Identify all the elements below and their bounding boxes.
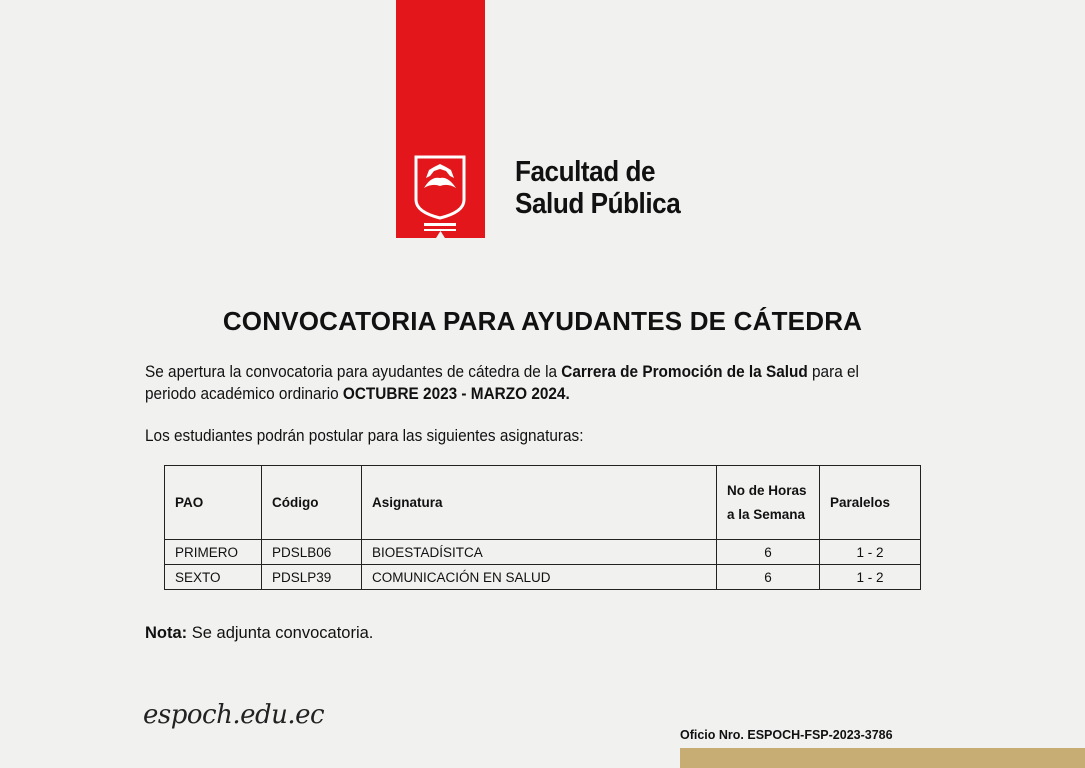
cell-pao: SEXTO bbox=[165, 565, 262, 590]
cell-horas: 6 bbox=[717, 565, 820, 590]
oficio-number: Oficio Nro. ESPOCH-FSP-2023-3786 bbox=[680, 728, 893, 742]
logo-banner bbox=[396, 0, 485, 238]
intro-text: Se apertura la convocatoria para ayudantes de cátedra de la bbox=[145, 363, 562, 381]
subjects-table bbox=[164, 465, 921, 590]
cell-asignatura: COMUNICACIÓN EN SALUD bbox=[362, 565, 717, 590]
intro-paragraph bbox=[145, 361, 908, 405]
espoch-shield-logo-icon bbox=[396, 0, 485, 238]
note-label: Nota: bbox=[145, 624, 188, 642]
faculty-line2: Salud Pública bbox=[515, 188, 681, 220]
header-paralelos: Paralelos bbox=[820, 466, 921, 540]
faculty-name bbox=[515, 156, 680, 220]
cell-codigo: PDSLB06 bbox=[262, 540, 362, 565]
cell-paralelos: 1 - 2 bbox=[820, 565, 921, 590]
cell-horas: 6 bbox=[717, 540, 820, 565]
table-header-row bbox=[165, 466, 921, 540]
intro-text-2: para el periodo académico ordinario bbox=[145, 363, 859, 403]
subjects-intro: Los estudiantes podrán postular para las siguientes asignaturas: bbox=[145, 427, 584, 445]
cell-paralelos: 1 - 2 bbox=[820, 540, 921, 565]
header-horas: No de Horas a la Semana bbox=[717, 466, 820, 540]
footer-accent-bar bbox=[680, 748, 1085, 768]
header-codigo: Código bbox=[262, 466, 362, 540]
header-asignatura: Asignatura bbox=[362, 466, 717, 540]
note-text: Se adjunta convocatoria. bbox=[187, 624, 374, 642]
header-pao: PAO bbox=[165, 466, 262, 540]
cell-codigo: PDSLP39 bbox=[262, 565, 362, 590]
faculty-line1: Facultad de bbox=[515, 156, 656, 188]
page-title: CONVOCATORIA PARA AYUDANTES DE CÁTEDRA bbox=[222, 306, 863, 336]
academic-period: OCTUBRE 2023 - MARZO 2024. bbox=[342, 385, 570, 403]
cell-pao: PRIMERO bbox=[165, 540, 262, 565]
table-row bbox=[165, 565, 921, 590]
website: espoch.edu.ec bbox=[143, 700, 325, 730]
note bbox=[145, 624, 373, 643]
cell-asignatura: BIOESTADÍSITCA bbox=[362, 540, 717, 565]
table-row bbox=[165, 540, 921, 565]
career-name: Carrera de Promoción de la Salud bbox=[561, 363, 808, 381]
